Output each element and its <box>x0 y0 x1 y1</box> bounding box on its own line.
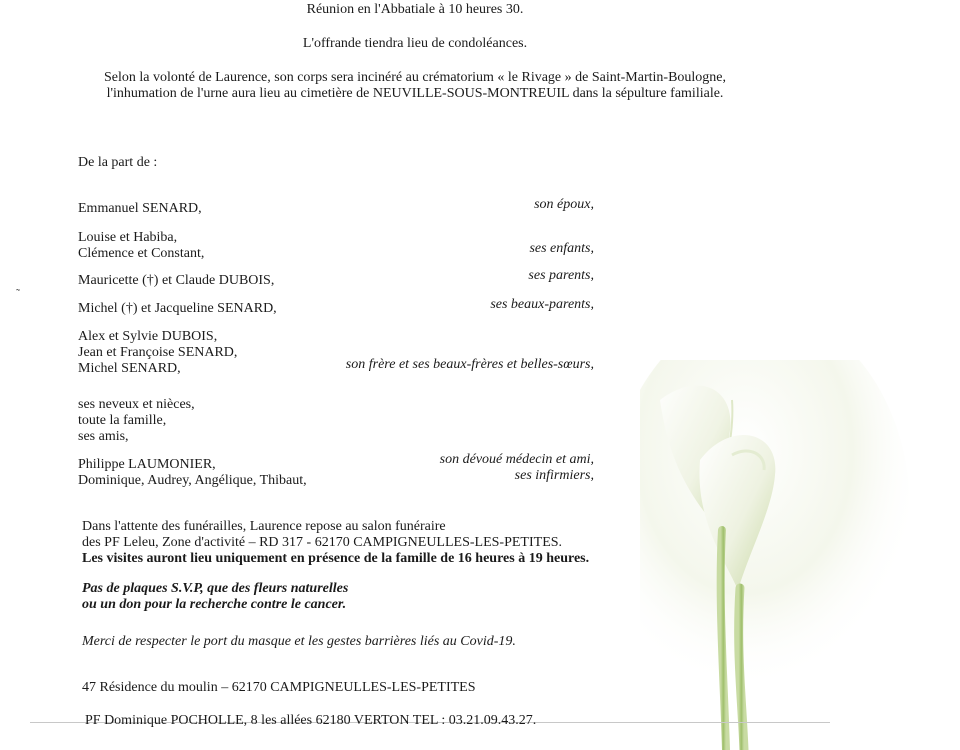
ceremony-time: Réunion en l'Abbatiale à 10 heures 30. <box>306 2 524 17</box>
calla-lily-illustration <box>640 360 960 750</box>
family-relation: ses enfants, <box>529 241 594 256</box>
from-label: De la part de : <box>78 155 158 170</box>
family-relation: son frère et ses beaux-frères et belles-sœurs, <box>345 357 594 372</box>
family-name: Louise et Habiba, <box>78 230 178 245</box>
family-name: Dominique, Audrey, Angélique, Thibaut, <box>78 473 307 488</box>
family-relation: ses parents, <box>528 268 594 283</box>
cremation-note: Selon la volonté de Laurence, son corps sera incinéré au crématorium « le Rivage » de Saint-Martin-Boulogne, <box>103 70 727 85</box>
family-address: 47 Résidence du moulin – 62170 CAMPIGNEULLES-LES-PETITES <box>82 680 476 695</box>
visiting-hours: Les visites auront lieu uniquement en présence de la famille de 16 heures à 19 heures. <box>82 551 590 566</box>
family-name: Jean et Françoise SENARD, <box>78 345 238 360</box>
funeral-director-footer: PF Dominique POCHOLLE, 8 les allées 62180 VERTON TEL : 03.21.09.43.27. <box>85 713 537 728</box>
offering-note: L'offrande tiendra lieu de condoléances. <box>302 36 528 51</box>
margin-mark: ˜ <box>16 286 20 300</box>
family-relation: ses beaux-parents, <box>490 297 594 312</box>
family-name: Alex et Sylvie DUBOIS, <box>78 329 218 344</box>
funeral-home-address: des PF Leleu, Zone d'activité – RD 317 - 62170 CAMPIGNEULLES-LES-PETITES. <box>82 535 563 550</box>
covid-note: Merci de respecter le port du masque et les gestes barrières liés au Covid-19. <box>82 634 516 649</box>
family-relation: son dévoué médecin et ami, <box>439 452 594 467</box>
family-relation: son époux, <box>534 197 594 212</box>
flowers-note: Pas de plaques S.V.P, que des fleurs naturelles <box>82 581 349 596</box>
funeral-home-note: Dans l'attente des funérailles, Laurence repose au salon funéraire <box>82 519 446 534</box>
family-name: Michel (†) et Jacqueline SENARD, <box>78 301 277 316</box>
family-name: Michel SENARD, <box>78 361 181 376</box>
family-name: Emmanuel SENARD, <box>78 201 202 216</box>
family-relation: ses infirmiers, <box>514 468 594 483</box>
family-name: Clémence et Constant, <box>78 246 205 261</box>
burial-note: l'inhumation de l'urne aura lieu au cimetière de NEUVILLE-SOUS-MONTREUIL dans la sépulture familiale. <box>106 86 724 101</box>
family-name: ses neveux et nièces, <box>78 397 195 412</box>
family-name: Philippe LAUMONIER, <box>78 457 216 472</box>
donation-note: ou un don pour la recherche contre le cancer. <box>82 597 347 612</box>
family-name: Mauricette (†) et Claude DUBOIS, <box>78 273 275 288</box>
family-name: toute la famille, <box>78 413 167 428</box>
family-name: ses amis, <box>78 429 129 444</box>
